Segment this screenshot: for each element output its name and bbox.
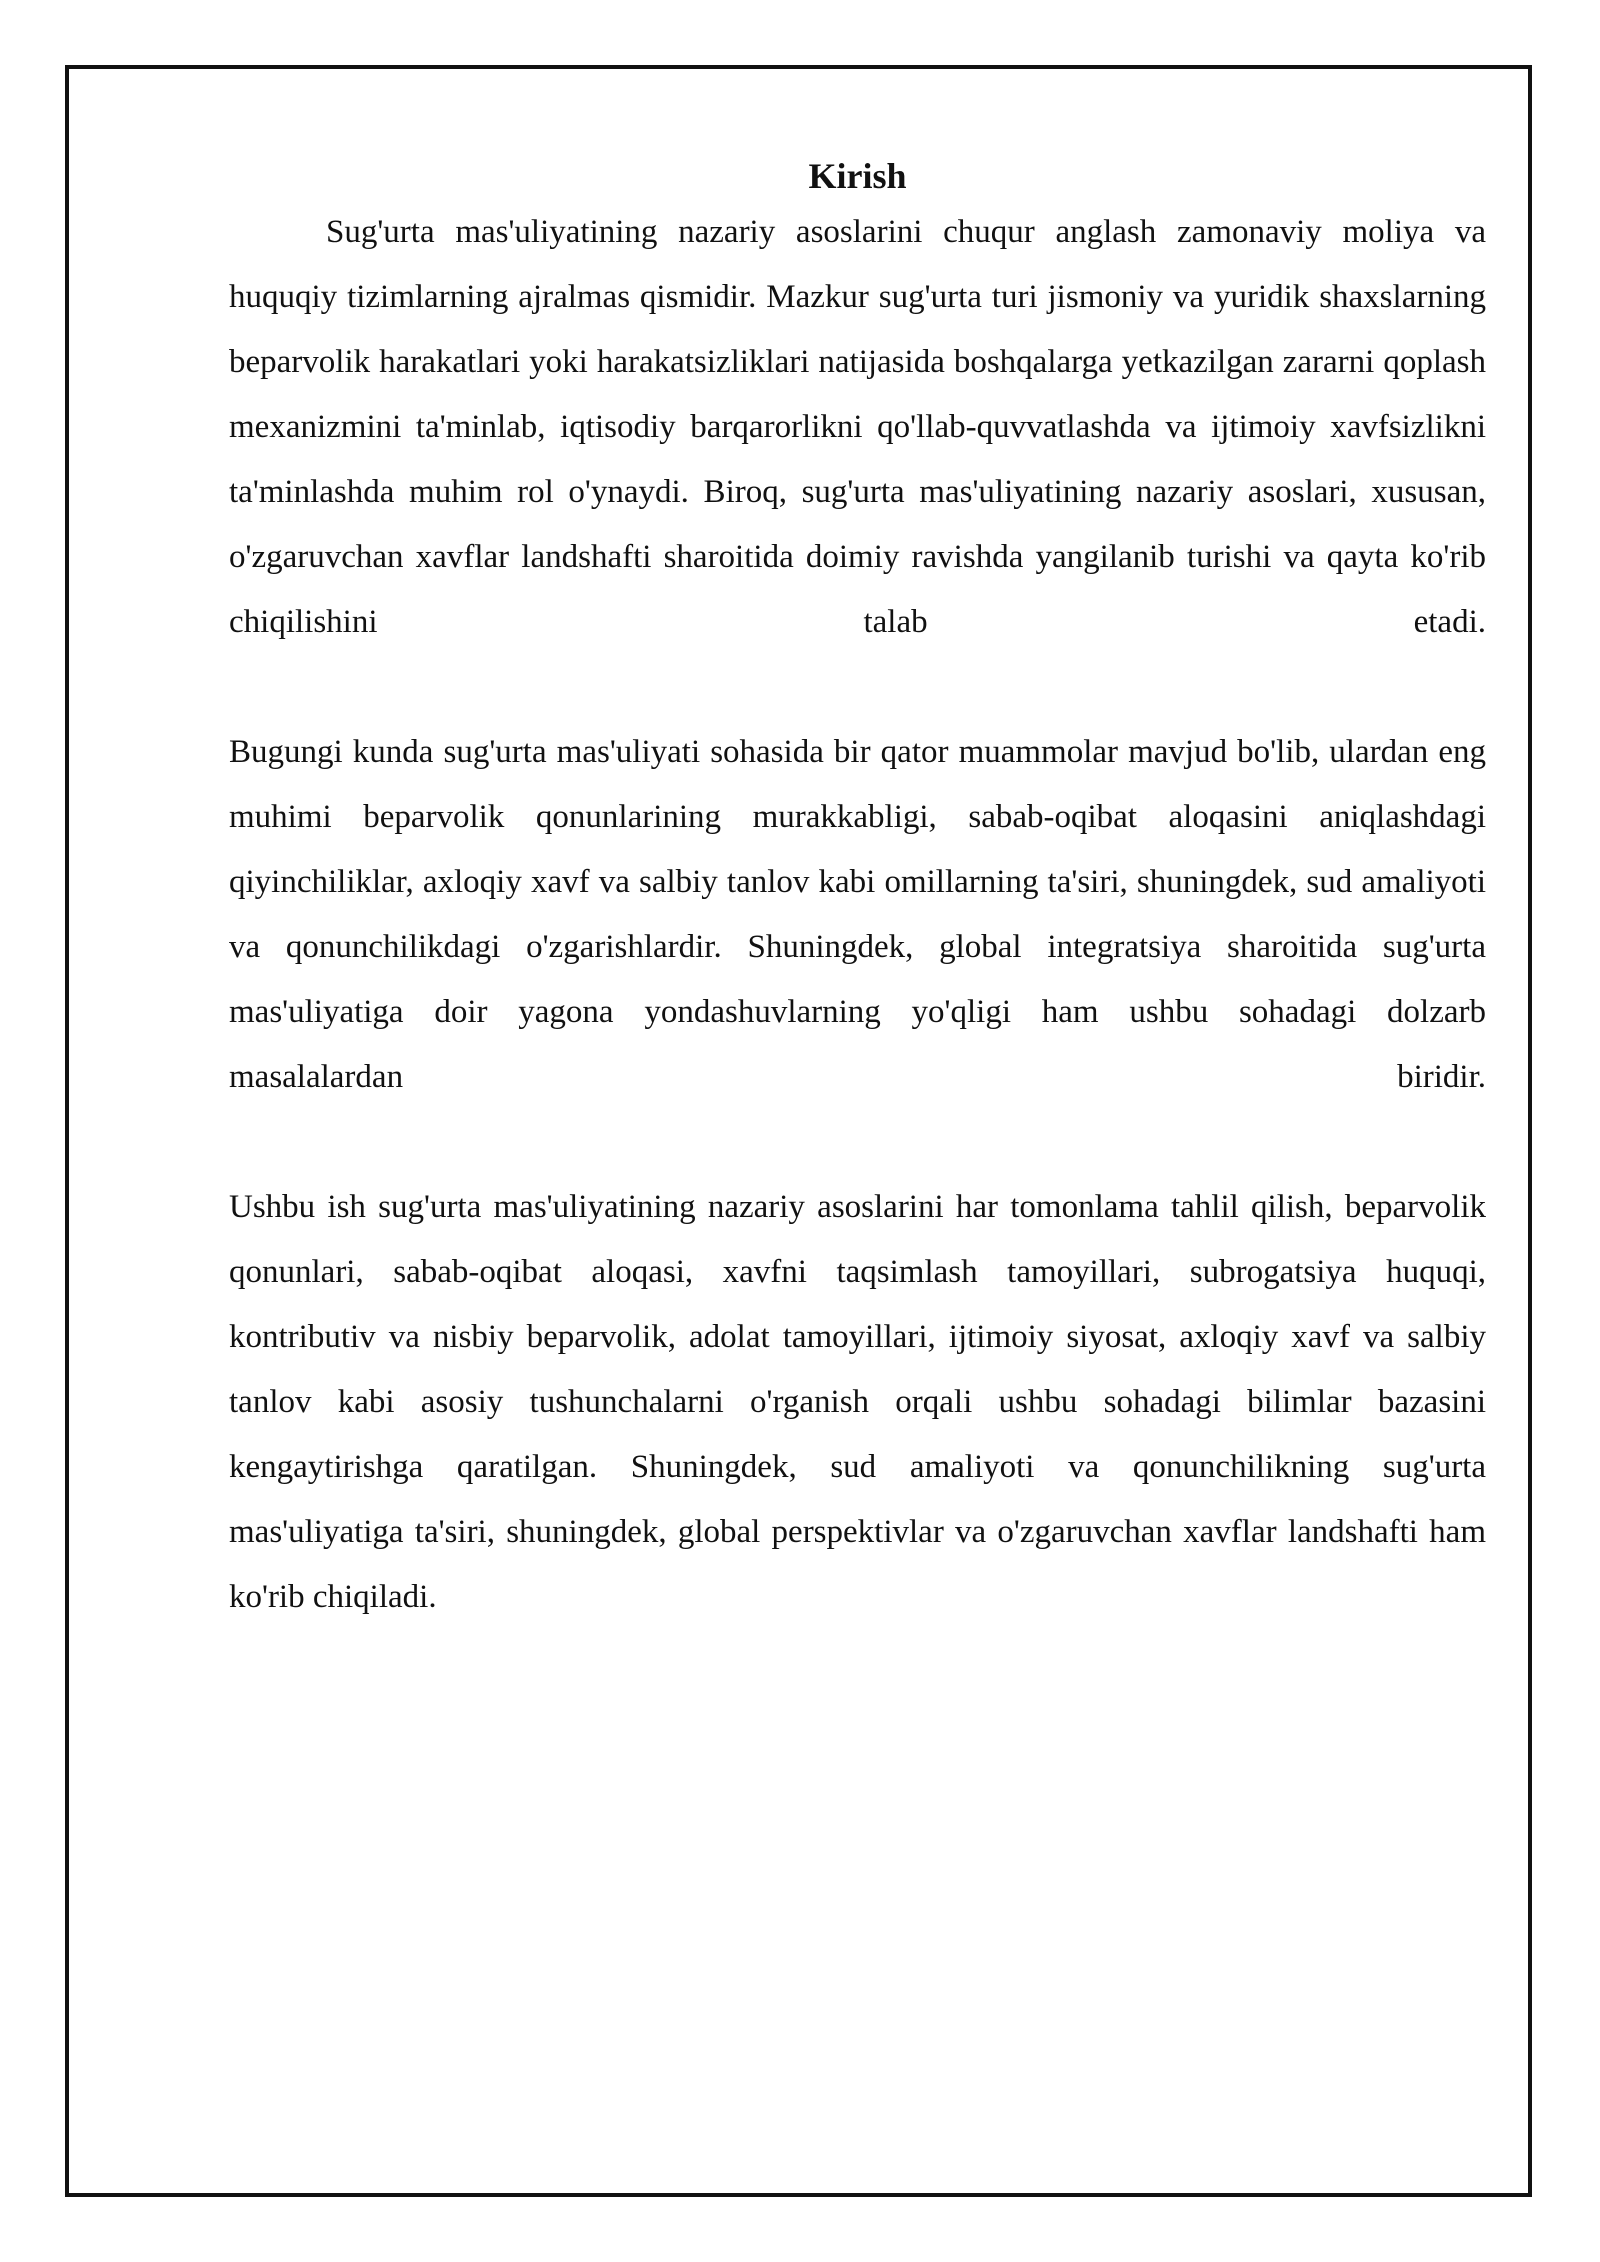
paragraph-intro: Sug'urta mas'uliyatining nazariy asoslarini chuqur anglash zamonaviy moliya va huquqiy tizimlarning ajralmas qismidir. Mazkur sug'urta turi jismoniy va yuridik shaxslarning beparvolik harakatlari yoki harakatsizliklari natijasida boshqalarga yetkazilgan zararni qoplash mexanizmini ta'minlab, iqtisodiy barqarorlikni qo'llab-quvvatlashda va ijtimoiy xavfsizlikni ta'minlashda muhim rol o'ynaydi. Biroq, sug'urta mas'uliyatining nazariy asoslari, xususan, o'zgaruvchan xavflar landshafti sharoitida doimiy ravishda yangilanib turishi va qayta ko'rib chiqilishini talab etadi. bbox=[229, 214, 1486, 640]
paragraph-spacer bbox=[229, 655, 1486, 720]
paragraph-spacer bbox=[229, 1110, 1486, 1175]
document-body bbox=[229, 152, 1486, 1630]
paragraph-aims: Ushbu ish sug'urta mas'uliyatining nazariy asoslarini har tomonlama tahlil qilish, beparvolik qonunlari, sabab-oqibat aloqasi, xavfni taqsimlash tamoyillari, subrogatsiya huquqi, kontributiv va nisbiy beparvolik, adolat tamoyillari, ijtimoiy siyosat, axloqiy xavf va salbiy tanlov kabi asosiy tushunchalarni o'rganish orqali ushbu sohadagi bilimlar bazasini kengaytirishga qaratilgan. Shuningdek, sud amaliyoti va qonunchilikning sug'urta mas'uliyatiga ta'siri, shuningdek, global perspektivlar va o'zgaruvchan xavflar landshafti ham ko'rib chiqiladi. bbox=[229, 1189, 1486, 1615]
page-title: Kirish bbox=[808, 156, 907, 196]
paragraph-problems: Bugungi kunda sug'urta mas'uliyati sohasida bir qator muammolar mavjud bo'lib, ulardan eng muhimi beparvolik qonunlarining murakkabligi, sabab-oqibat aloqasini aniqlashdagi qiyinchiliklar, axloqiy xavf va salbiy tanlov kabi omillarning ta'siri, shuningdek, sud amaliyoti va qonunchilikdagi o'zgarishlardir. Shuningdek, global integratsiya sharoitida sug'urta mas'uliyatiga doir yagona yondashuvlarning yo'qligi ham ushbu sohadagi dolzarb masalalardan biridir. bbox=[229, 734, 1486, 1095]
